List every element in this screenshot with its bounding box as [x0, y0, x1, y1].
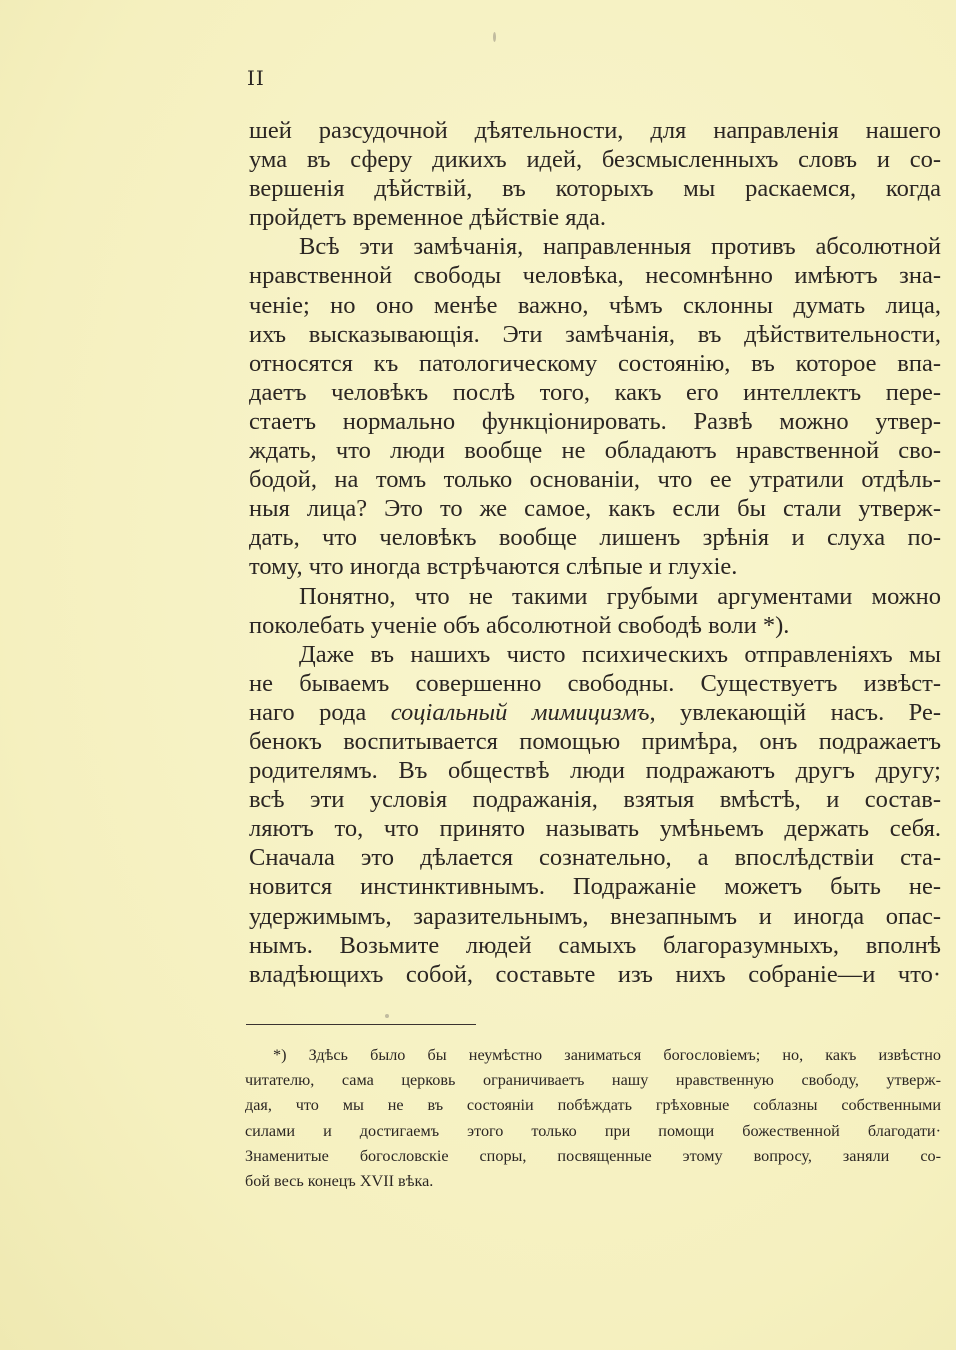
text-line: Понятно, что не такими грубыми аргументами можно [299, 582, 941, 610]
text-line: ляютъ то, что принято называть умѣньемъ держать себя. [249, 815, 941, 843]
text-line: новится инстинктивнымъ. Подражаніе можетъ быть не- [249, 873, 941, 901]
text-line: ума въ сферу дикихъ идей, безсмысленныхъ словъ и со- [249, 146, 941, 174]
text-line: стаетъ нормально функціонировать. Развѣ можно утвер- [249, 407, 941, 435]
text-line: поколебать ученіе объ абсолютной свободѣ воли *). [249, 611, 790, 639]
footnote-line: *) Здѣсь было бы неумѣстно заниматься богословіемъ; но, какъ извѣстно [273, 1046, 941, 1064]
italic-term: соціальный мимицизмъ [390, 698, 650, 726]
text-line: нравственной свободы человѣка, несомнѣнно имѣютъ зна- [249, 262, 941, 290]
text-line: бодой, на томъ только основаніи, что ее утратили отдѣль- [249, 466, 941, 494]
text-line: всѣ эти условія подражанія, взятыя вмѣстѣ, и состав- [249, 786, 941, 814]
text-line: бенокъ воспитывается помощью примѣра, онъ подражаетъ [249, 727, 941, 755]
text-line: ждать, что люди вообще не обладаютъ нравственной сво- [249, 437, 941, 465]
footnote-separator [246, 1024, 476, 1025]
text-line: родителямъ. Въ обществѣ люди подражаютъ другъ другу; [249, 757, 941, 785]
text-line: Даже въ нашихъ чисто психическихъ отправленіяхъ мы [299, 640, 941, 668]
text-line: ныя лица? Это то же самое, какъ если бы стали утверж- [249, 495, 941, 523]
body-text [249, 116, 941, 989]
page-number: II [247, 66, 265, 90]
text-line: тому, что иногда встрѣчаются слѣпые и глухіе. [249, 553, 738, 581]
text-line: вершенія дѣйствій, въ которыхъ мы раскаемся, когда [249, 175, 941, 203]
text-line: ихъ высказывающія. Эти замѣчанія, въ дѣйствительности, [249, 320, 941, 348]
text-line: Сначала это дѣлается сознательно, а впослѣдствіи ста- [249, 844, 941, 872]
text-line: относятся къ патологическому состоянію, въ которое впа- [249, 349, 941, 377]
text-line: ченіе; но оно менѣе важно, чѣмъ склонны думать лица, [249, 291, 941, 319]
text-line: дать, что человѣкъ вообще лишенъ зрѣнія и слуха по- [249, 524, 941, 552]
text-line: Всѣ эти замѣчанія, направленныя противъ абсолютной [299, 233, 941, 261]
footnote-line: Знаменитые богословскіе споры, посвященные этому вопросу, заняли со- [245, 1146, 941, 1165]
paper-speck [385, 1014, 389, 1018]
text-run: наго рода [249, 698, 367, 726]
footnote-line: дая, что мы не въ состояніи побѣждать грѣховные соблазны собственными [245, 1096, 941, 1115]
text-line: владѣющихъ собой, составьте изъ нихъ собраніе—и что· [249, 960, 941, 988]
text-run: , увлекающій насъ. Ре- [649, 698, 941, 726]
text-line-mixed [249, 698, 941, 727]
paper-speck [493, 32, 496, 42]
footnote [245, 1043, 941, 1194]
footnote-line: силами и достигаемъ этого только при помощи божественной благодати· [245, 1121, 941, 1140]
text-line: удержимымъ, заразительнымъ, внезапнымъ и иногда опас- [249, 902, 941, 930]
footnote-line: читателю, сама церковь ограничиваетъ нашу нравственную свободу, утверж- [245, 1071, 941, 1090]
text-line: шей разсудочной дѣятельности, для направленія нашего [249, 117, 941, 144]
text-line: нымъ. Возьмите людей самыхъ благоразумныхъ, вполнѣ [249, 931, 941, 959]
footnote-line: бой весь конецъ XVII вѣка. [245, 1172, 434, 1191]
text-line: не бываемъ совершенно свободны. Существуетъ извѣст- [249, 669, 941, 697]
text-line: пройдетъ временное дѣйствіе яда. [249, 204, 606, 232]
text-line: даетъ человѣкъ послѣ того, какъ его интеллектъ пере- [249, 378, 941, 406]
